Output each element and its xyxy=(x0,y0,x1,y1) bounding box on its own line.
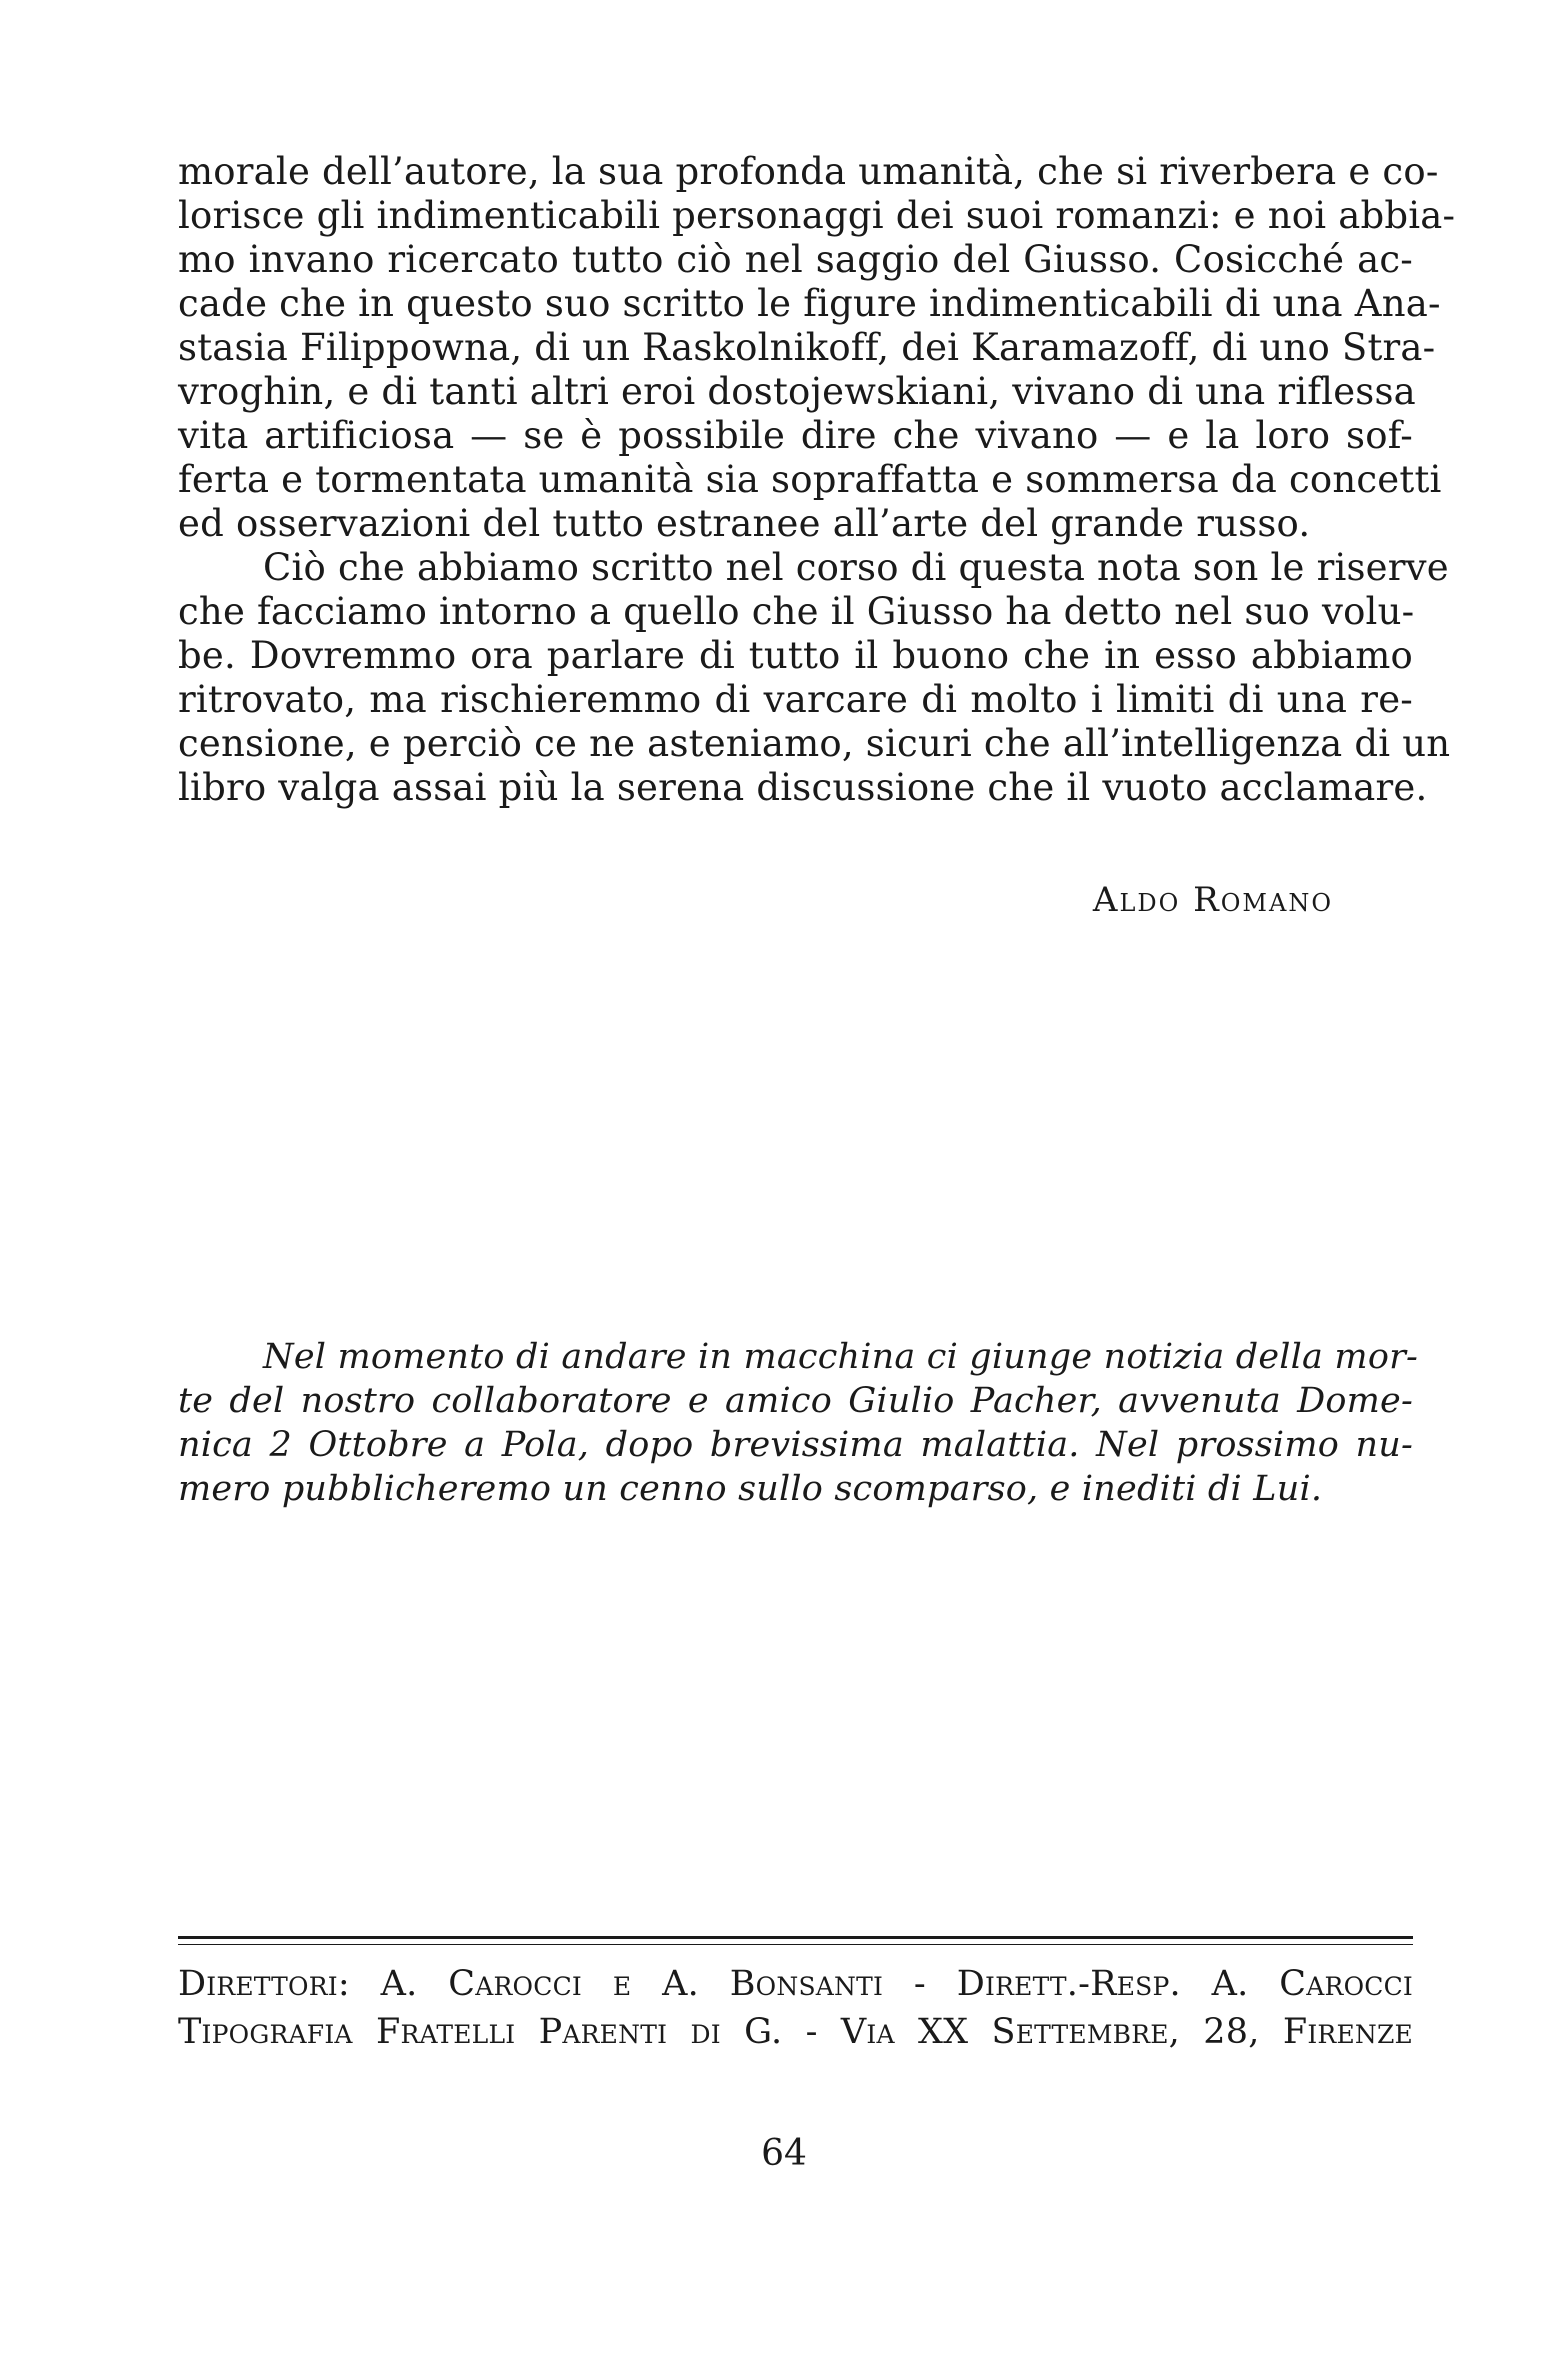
text-line: censione, e perciò ce ne asteniamo, sicuri che all’intelligenza di un xyxy=(178,722,1451,765)
colophon-directors: Direttori: A. Carocci e A. Bonsanti - Dirett.-Resp. A. Carocci xyxy=(178,1964,1413,2004)
text-line: ed osservazioni del tutto estranee all’arte del grande russo. xyxy=(178,502,1311,545)
notice-line: nica 2 Ottobre a Pola, dopo brevissima malattia. Nel prossimo nu- xyxy=(178,1425,1413,1465)
notice-line: mero pubblicheremo un cenno sullo scomparso, e inediti di Lui. xyxy=(178,1469,1323,1509)
text-line: lorisce gli indimenticabili personaggi dei suoi romanzi: e noi abbia- xyxy=(178,194,1456,237)
text-line: cade che in questo suo scritto le figure indimenticabili di una Ana- xyxy=(178,282,1441,325)
colophon-divider xyxy=(178,1936,1413,1948)
divider-thin-rule xyxy=(178,1944,1413,1945)
text-line: ferta e tormentata umanità sia sopraffatta e sommersa da concetti xyxy=(178,458,1442,501)
text-line: mo invano ricercato tutto ciò nel saggio del Giusso. Cosicché ac- xyxy=(178,238,1413,281)
text-line: stasia Filippowna, di un Raskolnikoff, dei Karamazoff, di uno Stra- xyxy=(178,326,1436,369)
divider-thick-rule xyxy=(178,1936,1413,1939)
page-number: 64 xyxy=(761,2133,807,2174)
text-line: ritrovato, ma rischieremmo di varcare di molto i limiti di una re- xyxy=(178,678,1413,721)
text-line: libro valga assai più la serena discussione che il vuoto acclamare. xyxy=(178,766,1428,809)
notice-line: Nel momento di andare in macchina ci giunge notizia della mor- xyxy=(263,1337,1419,1377)
author-signature: Aldo Romano xyxy=(1092,880,1333,920)
text-line: che facciamo intorno a quello che il Giusso ha detto nel suo volu- xyxy=(178,590,1415,633)
text-line: morale dell’autore, la sua profonda umanità, che si riverbera e co- xyxy=(178,150,1439,193)
text-line: Ciò che abbiamo scritto nel corso di questa nota son le riserve xyxy=(263,546,1449,589)
text-line: vroghin, e di tanti altri eroi dostojewskiani, vivano di una riflessa xyxy=(178,370,1416,413)
colophon-printer: Tipografia Fratelli Parenti di G. - Via XX Settembre, 28, Firenze xyxy=(178,2012,1413,2052)
text-line: vita artificiosa — se è possibile dire che vivano — e la loro sof- xyxy=(178,414,1413,457)
notice-line: te del nostro collaboratore e amico Giulio Pacher, avvenuta Dome- xyxy=(178,1381,1413,1421)
text-line: be. Dovremmo ora parlare di tutto il buono che in esso abbiamo xyxy=(178,634,1413,677)
